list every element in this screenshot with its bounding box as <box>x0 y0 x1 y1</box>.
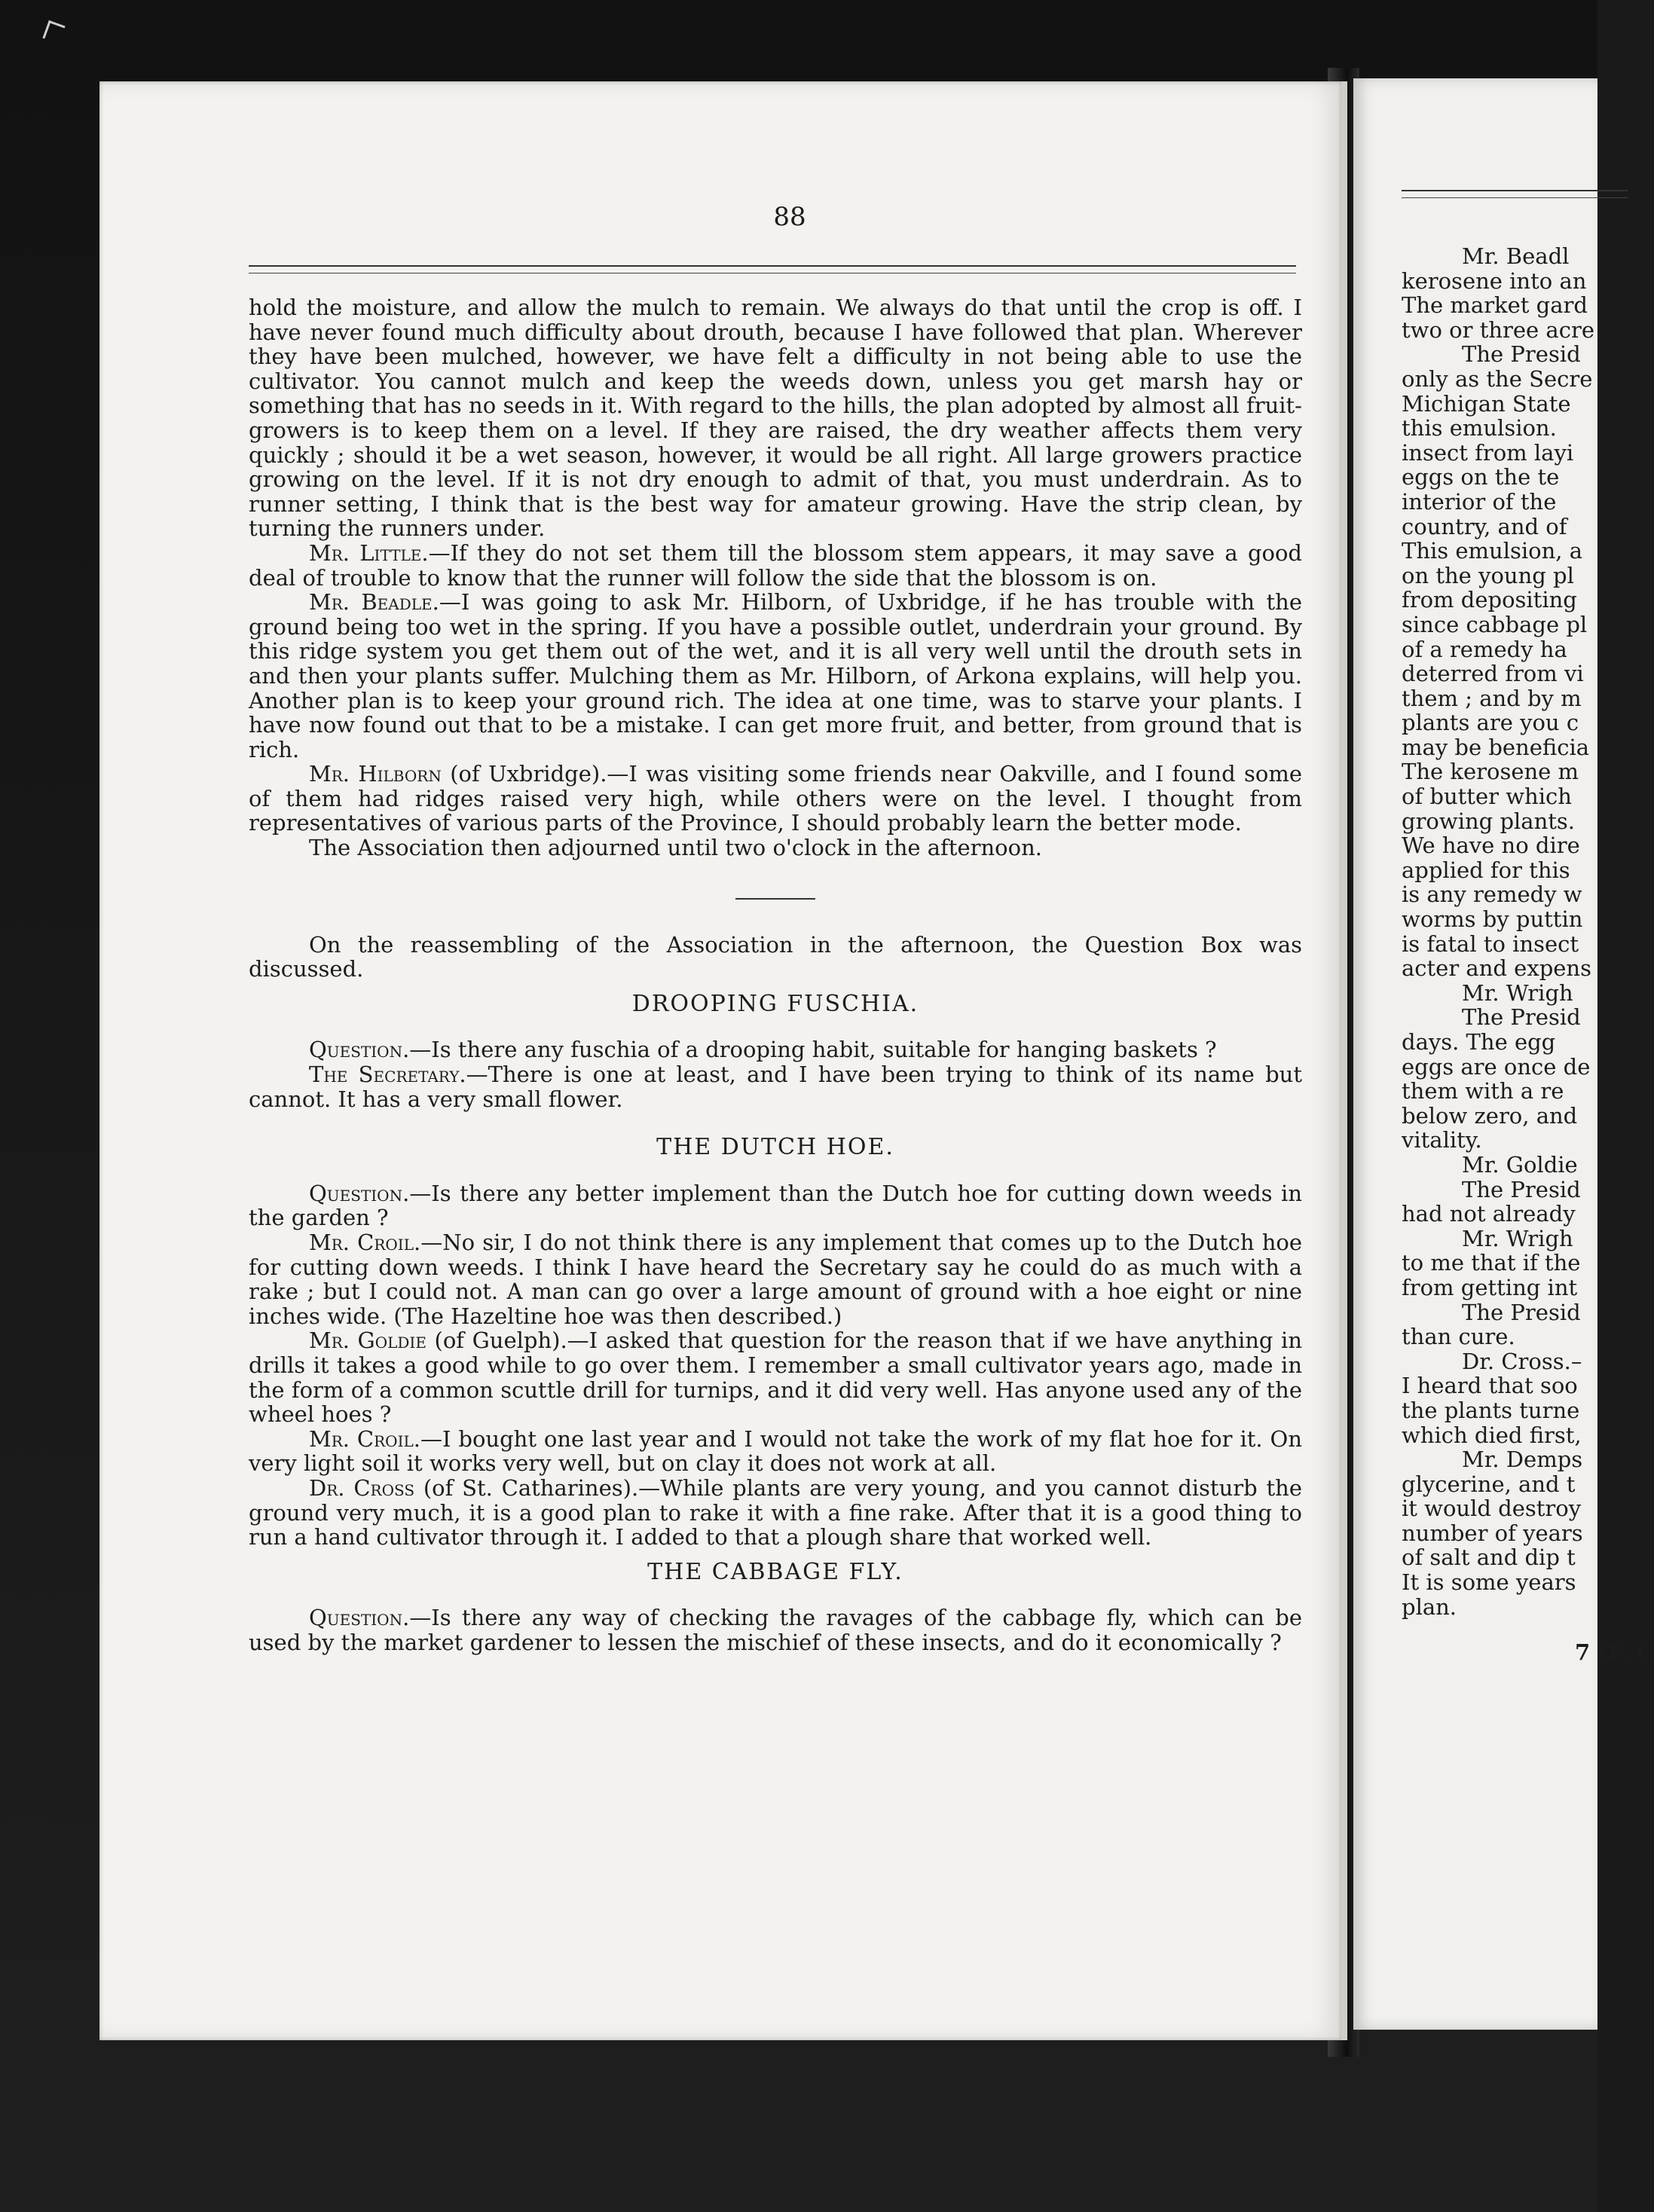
right-page-line: from depositing <box>1402 587 1577 613</box>
paragraph: The Association then adjourned until two o'clock in the afternoon. <box>309 835 1042 861</box>
question <box>249 1606 1302 1654</box>
right-page-line: kerosene into an <box>1402 267 1587 294</box>
speaker: Mr. Croil. <box>309 1425 420 1452</box>
right-page-line: eggs on the te <box>1402 464 1560 490</box>
right-page-line: worms by puttin <box>1402 906 1583 933</box>
question-text: —Is there any fuschia of a drooping habit, suitable for hanging baskets ? <box>409 1037 1217 1063</box>
section-heading: THE CABBAGE FLY. <box>647 1558 903 1585</box>
paragraph <box>249 762 1302 836</box>
main-text <box>249 295 1302 1655</box>
paragraph: On the reassembling of the Association in the afternoon, the Question Box was discussed. <box>249 931 1302 982</box>
speech: (of Uxbridge).—I was visiting some friends near Oakville, and I found some of them had ridges raised very high, while others were on the level. I thought from representatives of various parts of the Province, I should probably learn the better mode. <box>249 761 1303 836</box>
right-page-line: on the young pl <box>1402 562 1574 588</box>
right-page-line: We have no dire <box>1402 833 1580 859</box>
paragraph <box>249 541 1302 590</box>
answer <box>249 1427 1302 1476</box>
speaker: Mr. Beadle. <box>309 589 439 616</box>
answer <box>249 1328 1302 1426</box>
section-divider <box>735 898 815 900</box>
right-page-line: to me that if the <box>1402 1250 1581 1276</box>
right-page-line: of butter which <box>1402 784 1572 810</box>
right-page-line: them ; and by m <box>1402 685 1582 711</box>
speaker: The Secretary. <box>309 1062 466 1088</box>
answer <box>249 1230 1302 1328</box>
right-page-line: only as the Secre <box>1402 365 1593 392</box>
right-page-line: The Presid <box>1462 1299 1581 1325</box>
question-label: Question. <box>309 1180 410 1206</box>
paragraph: hold the moisture, and allow the mulch to remain. We always do that until the crop is off. I have never found much difficulty about drouth, because I have followed that plan. Wherever they have been mulched, however, we have felt a difficulty in not being able to use the cultivator. You cannot mulch and keep the weeds down, unless you get marsh hay or something that has no seeds in it. With regard to the hills, the plan adopted by almost all fruit-growers is to keep them on a level. If they are raised, the dry weather affects them very quickly ; should it be a wet season, however, it would be all right. All large growers practice growing on the level. If it is not dry enough to admit of that, you must underdrain. As to runner setting, I think that is the best way for amateur growing. Have the strip clean, by turning the runners under. <box>249 295 1302 542</box>
right-page-line: of salt and dip t <box>1402 1544 1576 1571</box>
right-page-line: eggs are once de <box>1402 1053 1591 1080</box>
right-page-line: two or three acre <box>1402 316 1594 343</box>
answer <box>249 1476 1302 1550</box>
right-page-line: this emulsion. <box>1402 415 1557 441</box>
right-page-line: days. The egg <box>1402 1029 1556 1055</box>
speech: —There is one at least, and I have been trying to think of its name but cannot. It has a very small flower. <box>249 1062 1302 1112</box>
right-page-line: had not already <box>1402 1201 1576 1227</box>
right-page-line: is any remedy w <box>1402 881 1582 908</box>
right-page-line: plants are you c <box>1402 710 1579 736</box>
speaker: Mr. Croil. <box>309 1230 421 1255</box>
right-page-line: number of years <box>1402 1520 1583 1546</box>
header-rule <box>1402 190 1628 198</box>
speech: —If they do not set them till the blossom stem appears, it may save a good deal of trouble to know that the runner will follow the side that the blossom is on. <box>249 539 1302 591</box>
right-page-line: the plants turne <box>1402 1397 1580 1423</box>
speech: —I was going to ask Mr. Hilborn, of Uxbridge, if he has trouble with the ground being too wet in the spring. If you have a possible outlet, underdrain your ground. By this ridge system you get them out of the wet, and it is all very well until the drouth sets in and then your plants suffer. Mulching them as Mr. Hilborn, of Arkona explains, will help you. Another plan is to keep your ground rich. The idea at one time, was to starve your plants. I have now found out that to be a mistake. I can get more fruit, and better, from ground that is rich. <box>249 589 1302 762</box>
right-page-line: Michigan State <box>1402 390 1571 417</box>
right-page-line: I heard that soo <box>1402 1373 1578 1399</box>
right-page <box>1353 78 1654 2030</box>
right-page-line: applied for this <box>1402 857 1570 883</box>
right-page-text <box>1402 243 1654 1666</box>
right-page-line: which died first, <box>1402 1422 1582 1448</box>
paragraph <box>249 590 1302 762</box>
right-page-line: It is some years <box>1402 1569 1576 1596</box>
page-number: 88 <box>773 202 806 232</box>
right-page-line: Mr. Demps <box>1462 1447 1583 1473</box>
right-page-line: Mr. Wrigh <box>1462 1225 1573 1251</box>
section-heading: THE DUTCH HOE. <box>656 1134 894 1161</box>
right-page-line: from getting int <box>1402 1274 1578 1300</box>
right-page-line: since cabbage pl <box>1402 611 1588 637</box>
right-page-line: The kerosene m <box>1402 759 1579 785</box>
speech: —No sir, I do not think there is any implement that comes up to the Dutch hoe for cutting down weeds. I think I have heard the Secretary say he could do as much with a rake ; but I could not. A man can go over a large amount of ground with a hoe eight or nine inches wide. (The Hazeltine hoe was then described.) <box>249 1230 1303 1329</box>
right-page-line: them with a re <box>1402 1078 1564 1104</box>
question <box>249 1181 1302 1230</box>
right-page-line: Mr. Goldie <box>1462 1151 1578 1178</box>
header-rule <box>249 265 1296 273</box>
right-page-line: growing plants. <box>1402 808 1576 834</box>
question-label: Question. <box>309 1605 410 1631</box>
right-page-line: interior of the <box>1402 488 1557 515</box>
question-label: Question. <box>309 1037 410 1063</box>
right-page-line: The market gard <box>1402 292 1588 319</box>
right-page-line: country, and of <box>1402 513 1567 539</box>
right-page-line: than cure. <box>1402 1324 1515 1350</box>
right-page-line: glycerine, and t <box>1402 1471 1576 1497</box>
right-page-line: Mr. Beadl <box>1462 243 1570 269</box>
right-page-line: plan. <box>1402 1593 1457 1620</box>
right-page-line: acter and expens <box>1402 955 1591 982</box>
right-page-line: may be beneficia <box>1402 734 1590 760</box>
question-text: —Is there any better implement than the Dutch hoe for cutting down weeds in the garden ? <box>249 1180 1302 1231</box>
right-page-line: Dr. Cross.– <box>1462 1348 1582 1374</box>
section-heading: DROOPING FUSCHIA. <box>631 990 919 1017</box>
answer <box>249 1062 1302 1111</box>
right-page-line: below zero, and <box>1402 1102 1578 1129</box>
right-page-line: it would destroy <box>1402 1496 1582 1522</box>
speech: —I bought one last year and I would not take the work of my flat hoe for it. On very light soil it works very well, but on clay it does not work at all. <box>249 1425 1302 1477</box>
right-page-line: Mr. Wrigh <box>1462 979 1573 1006</box>
speaker: Mr. Little. <box>309 539 429 566</box>
right-page-line: is fatal to insect <box>1402 930 1579 957</box>
right-page-line: The Presid <box>1462 341 1581 368</box>
right-page-line: of a remedy ha <box>1402 636 1567 662</box>
right-page-line: insect from layi <box>1402 439 1574 466</box>
speaker: Dr. Cross <box>309 1474 415 1501</box>
question <box>249 1037 1302 1062</box>
speaker: Mr. Hilborn <box>309 761 442 787</box>
speech: (of St. Catharines).—While plants are very young, and you cannot disturb the ground very much, it is a good plan to rake it with a fine rake. After that it is a good thing to run a hand cultivator through it. I added to that a plough share that worked well. <box>249 1474 1302 1551</box>
speech: (of Guelph).—I asked that question for the reason that if we have anything in drills it takes a good while to go over them. I remember a small cultivator years ago, made in the form of a common scuttle drill for turnips, and it did very well. Has anyone used any of the wheel hoes ? <box>249 1328 1302 1428</box>
speaker: Mr. Goldie <box>309 1328 426 1354</box>
signature-mark: 7 (F. C <box>1575 1639 1654 1666</box>
right-page-line: vitality. <box>1402 1127 1482 1153</box>
question-text: —Is there any way of checking the ravages of the cabbage fly, which can be used by the market gardener to lessen the mischief of these insects, and do it economically ? <box>249 1605 1302 1655</box>
right-page-line: The Presid <box>1462 1004 1581 1031</box>
right-page-line: deterred from vi <box>1402 661 1584 687</box>
right-page-line: This emulsion, a <box>1402 538 1583 564</box>
right-page-line: The Presid <box>1462 1176 1581 1202</box>
